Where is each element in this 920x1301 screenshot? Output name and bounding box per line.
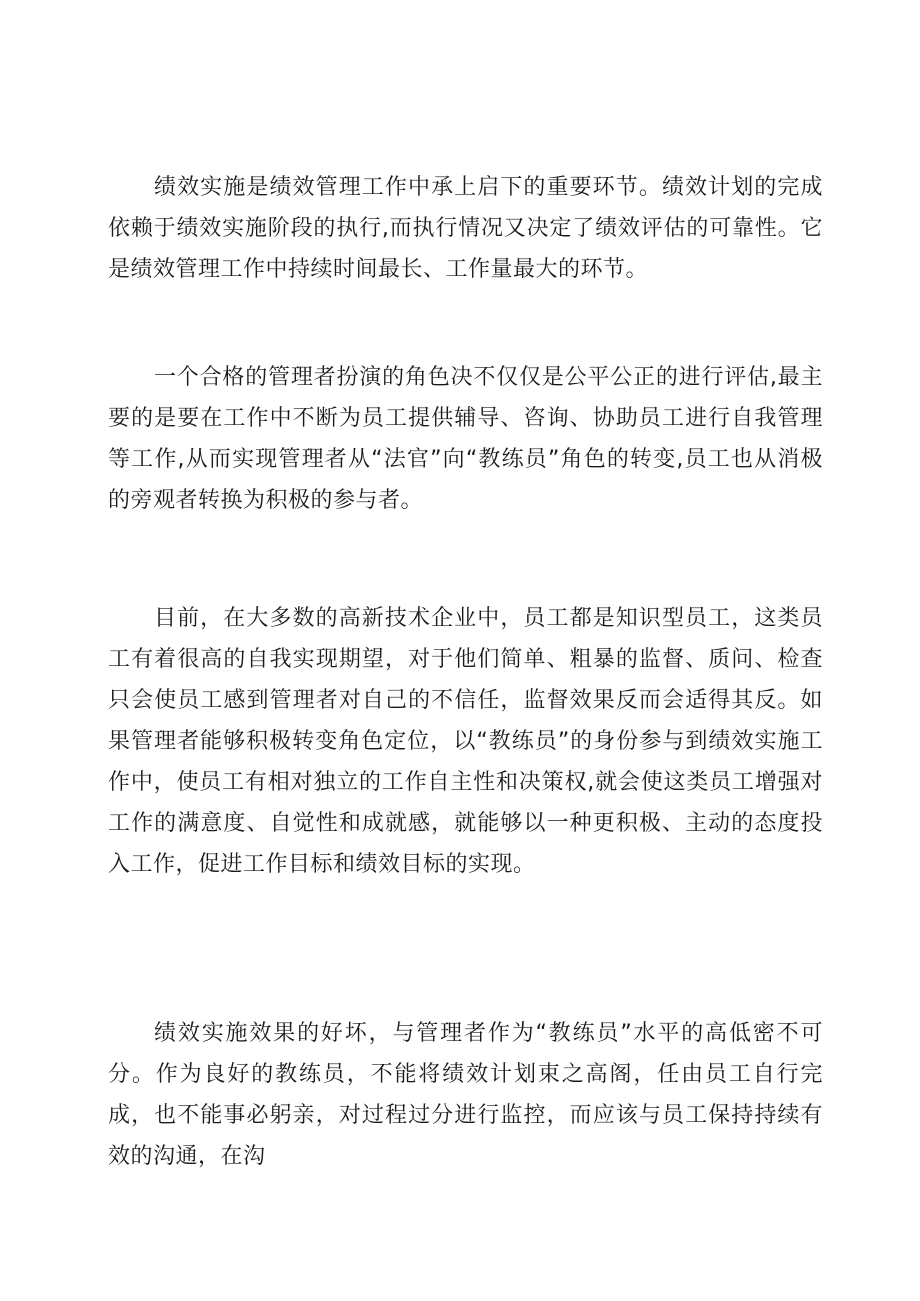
paragraph-1: 绩效实施是绩效管理工作中承上启下的重要环节。绩效计划的完成依赖于绩效实施阶段的执行,而执行情况又决定了绩效评估的可靠性。它是绩效管理工作中持续时间最长、工作量最大的环节。 xyxy=(108,175,823,282)
paragraph-3: 目前，在大多数的高新技术企业中，员工都是知识型员工，这类员工有着很高的自我实现期望，对于他们简单、粗暴的监督、质问、检查只会使员工感到管理者对自己的不信任，监督效果反而会适得其反。如果管理者能够积极转变角色定位，以“教练员”的身份参与到绩效实施工作中，使员工有相对独立的工作自主性和决策权,就会使这类员工增强对工作的满意度、自觉性和成就感，就能够以一种更积极、主动的态度投入工作，促进工作目标和绩效目标的实现。 xyxy=(108,606,823,877)
paragraph-4: 绩效实施效果的好坏，与管理者作为“教练员”水平的高低密不可分。作为良好的教练员，不能将绩效计划束之高阁，任由员工自行完成，也不能事必躬亲，对过程过分进行监控，而应该与员工保持持续有效的沟通，在沟 xyxy=(108,1021,823,1169)
paragraph-2: 一个合格的管理者扮演的角色决不仅仅是公平公正的进行评估,最主要的是要在工作中不断为员工提供辅导、咨询、协助员工进行自我管理等工作,从而实现管理者从“法官”向“教练员”角色的转变,员工也从消极的旁观者转换为积极的参与者。 xyxy=(108,365,823,513)
